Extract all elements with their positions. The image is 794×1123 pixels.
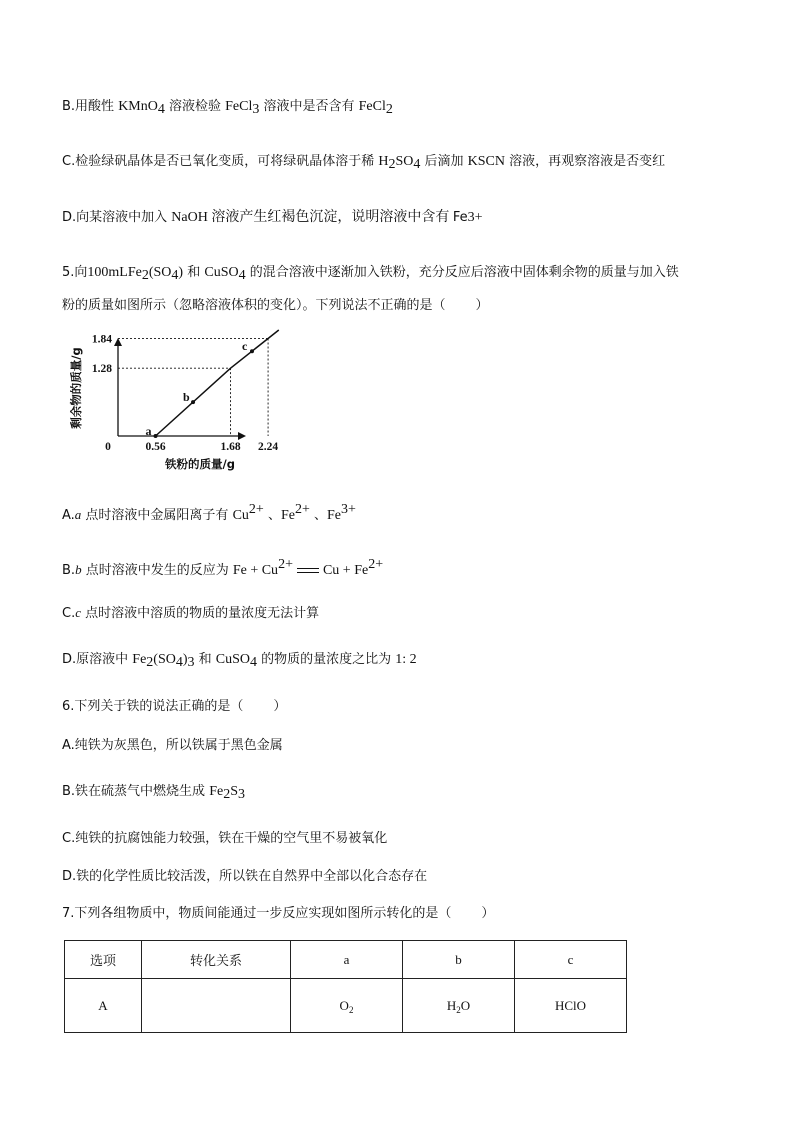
header-relation: 转化关系 xyxy=(142,941,291,979)
chart-series xyxy=(156,330,279,436)
q4-option-c: C.检验绿矾晶体是否已氧化变质，可将绿矾晶体溶于稀 $H_2SO_4$ 后滴加 KSCN 溶液，再观察溶液是否变红 xyxy=(62,154,666,172)
header-a: a xyxy=(291,941,403,979)
point-label-a: a xyxy=(145,424,152,438)
header-c: c xyxy=(515,941,627,979)
x-tick-label: 2.24 xyxy=(258,441,279,453)
q5-option-a: A.a 点时溶液中金属阳离子有 $Cu^{2+}$ 、$Fe^{2+}$ 、$Fe^{3+}$ xyxy=(62,502,356,523)
cell-relation xyxy=(142,979,291,1033)
q5-option-b: B.b 点时溶液中发生的反应为 $Fe + Cu^{2+}$ $Cu + Fe^{2+}$ xyxy=(62,557,384,578)
table-header-row xyxy=(65,941,627,979)
iron-powder-chart xyxy=(62,333,279,476)
point-a xyxy=(154,434,158,438)
q5-option-c: C.c 点时溶液中溶质的物质的量浓度无法计算 xyxy=(62,605,320,621)
point-label-b: b xyxy=(183,390,190,405)
cell-option: A xyxy=(65,979,142,1033)
cell-c: HClO xyxy=(515,979,627,1033)
table-row xyxy=(65,979,627,1033)
x-axis-label: 铁粉的质量/g xyxy=(165,457,235,471)
cell-b: $H_2O$ xyxy=(403,979,515,1033)
point-label-c: c xyxy=(242,339,248,354)
origin-label: 0 xyxy=(105,441,111,453)
q6-stem: 6.下列关于铁的说法正确的是（ ） xyxy=(62,699,287,714)
equals-sign-icon xyxy=(297,567,319,575)
q5-stem-line2: 粉的质量如图所示（忽略溶液体积的变化）。下列说法不正确的是（ ） xyxy=(62,298,489,313)
q7-options-table xyxy=(64,940,627,1033)
q6-option-c: C.纯铁的抗腐蚀能力较强，铁在干燥的空气里不易被氧化 xyxy=(62,831,388,846)
q6-option-b: B.铁在硫蒸气中燃烧生成 $Fe_2S_3$ xyxy=(62,784,245,802)
q7-stem: 7.下列各组物质中，物质间能通过一步反应实现如图所示转化的是（ ） xyxy=(62,906,495,921)
y-axis-label: 剩余物的质量/g xyxy=(69,347,83,429)
q4-option-d: D.向某溶液中加入 NaOH 溶液产生红褐色沉淀，说明溶液中含有 Fe3+ xyxy=(62,210,483,225)
q4-option-b: B.用酸性 KMnO$_4$ 溶液检验 FeCl$_3$ 溶液中是否含有 FeCl$_2$ xyxy=(62,99,393,117)
y-tick-label: 1.84 xyxy=(91,333,112,346)
chart-axes xyxy=(114,338,246,440)
header-option: 选项 xyxy=(65,941,142,979)
x-tick-label: 1.68 xyxy=(220,441,241,453)
x-tick-label: 0.56 xyxy=(145,441,166,453)
y-axis-arrow xyxy=(114,338,122,346)
q6-option-a: A.纯铁为灰黑色，所以铁属于黑色金属 xyxy=(62,738,283,753)
cell-a: $O_2$ xyxy=(291,979,403,1033)
y-tick-label: 1.28 xyxy=(91,363,112,376)
series-line xyxy=(156,330,279,436)
header-b: b xyxy=(403,941,515,979)
point-b xyxy=(191,400,195,404)
chart-labels xyxy=(69,333,278,471)
x-axis-arrow xyxy=(238,432,246,440)
q5-option-d: D.原溶液中 $Fe_2(SO_4)_3$ 和 CuSO$_4$ 的物质的量浓度之比为 1: 2 xyxy=(62,652,417,670)
q6-option-d: D.铁的化学性质比较活泼，所以铁在自然界中全部以化合态存在 xyxy=(62,869,428,884)
point-c xyxy=(250,349,254,353)
q5-stem-line1: 5.向$100mLFe_2(SO_4)$ 和 CuSO$_4$ 的混合溶液中逐渐加入铁粉，充分反应后溶液中固体剩余物的质量与加入铁 xyxy=(62,265,679,283)
